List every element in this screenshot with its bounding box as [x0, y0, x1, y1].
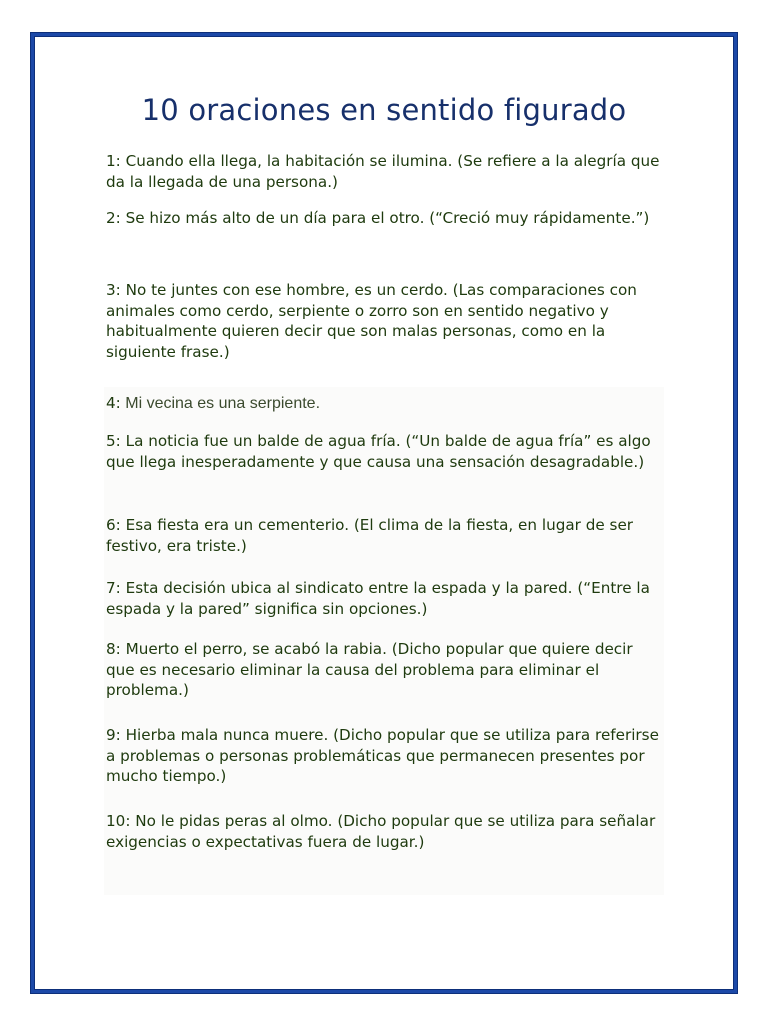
sentence-text: Cuando ella llega, la habitación se ilumina. (Se refiere a la alegría que da la llegada de una persona.) [106, 152, 660, 191]
sentence-item-3 [106, 280, 666, 362]
sentence-item-4 [106, 393, 666, 415]
sentence-item-8 [106, 639, 666, 701]
sentence-number: 6: [106, 516, 121, 534]
sentence-text: Mi vecina es una serpiente. [125, 395, 321, 412]
sentence-text: La noticia fue un balde de agua fría. (“Un balde de agua fría” es algo que llega inesperadamente y que causa una sensación desagradable.) [106, 432, 651, 471]
document-title: 10 oraciones en sentido figurado [141, 93, 627, 127]
sentence-number: 7: [106, 579, 121, 597]
sentence-item-6 [106, 515, 666, 556]
sentence-text: No te juntes con ese hombre, es un cerdo. (Las comparaciones con animales como cerdo, serpiente o zorro son en sentido negativo y habitualmente quieren decir que son malas personas, como en la siguiente frase.) [106, 281, 637, 361]
sentence-text: Esta decisión ubica al sindicato entre la espada y la pared. (“Entre la espada y la pared” significa sin opciones.) [106, 579, 650, 618]
sentence-number: 2: [106, 209, 121, 227]
sentence-number: 4: [106, 394, 121, 412]
sentence-item-7 [106, 578, 666, 619]
sentence-number: 1: [106, 152, 121, 170]
sentence-text: Esa fiesta era un cementerio. (El clima de la fiesta, en lugar de ser festivo, era triste.) [106, 516, 634, 555]
sentence-text: Hierba mala nunca muere. (Dicho popular que se utiliza para referirse a problemas o personas problemáticas que permanecen presentes por mucho tiempo.) [106, 726, 659, 785]
sentence-text: Se hizo más alto de un día para el otro. (“Creció muy rápidamente.”) [125, 209, 650, 227]
sentence-number: 3: [106, 281, 121, 299]
sentence-number: 10: [106, 812, 131, 830]
sentence-item-2 [106, 208, 666, 229]
sentence-number: 8: [106, 640, 121, 658]
sentence-text: No le pidas peras al olmo. (Dicho popular que se utiliza para señalar exigencias o expectativas fuera de lugar.) [106, 812, 656, 851]
sentence-item-1 [106, 151, 666, 192]
sentence-number: 9: [106, 726, 121, 744]
sentence-item-10 [106, 811, 666, 852]
sentence-text: Muerto el perro, se acabó la rabia. (Dicho popular que quiere decir que es necesario eliminar la causa del problema para eliminar el problema.) [106, 640, 633, 699]
sentence-item-9 [106, 725, 666, 787]
sentence-item-5 [106, 431, 666, 472]
sentence-number: 5: [106, 432, 121, 450]
